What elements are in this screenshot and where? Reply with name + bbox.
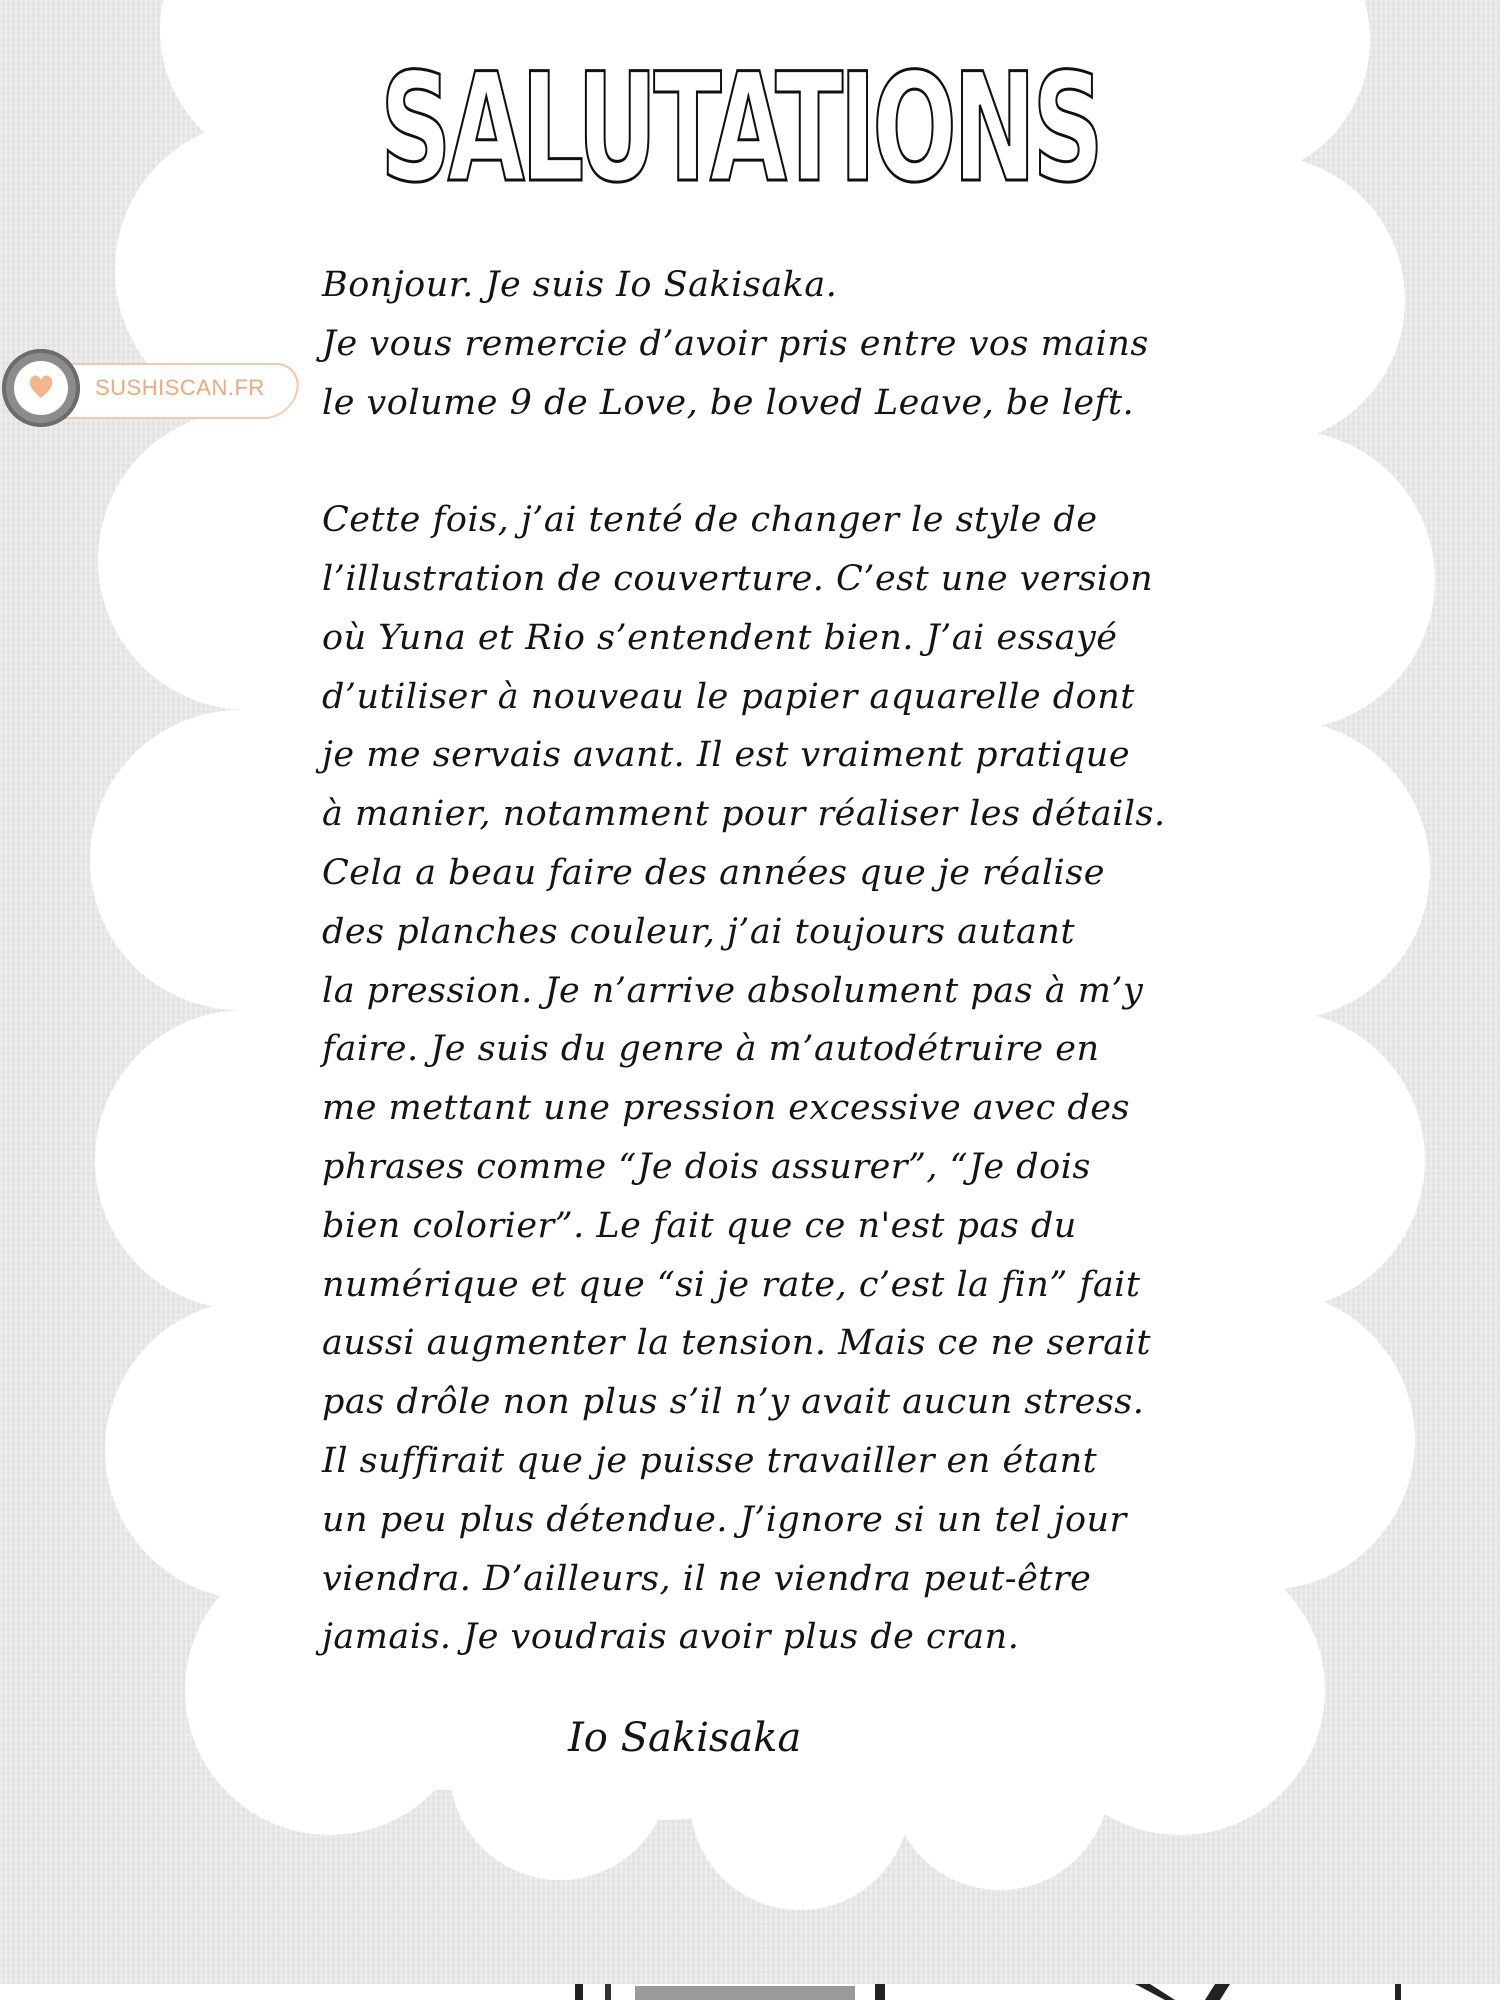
sushiscan-watermark[interactable] (0, 347, 300, 431)
title-text: SALUTATIONS (380, 42, 1100, 216)
text-line: Bonjour. Je suis Io Sakisaka. (322, 265, 838, 305)
paragraph-gap (322, 432, 1222, 491)
watermark-text: SUSHISCAN.FR (95, 375, 265, 400)
text-line: l’illustration de couverture. C’est une version (322, 558, 1154, 599)
page-title (370, 0, 1110, 215)
text-line: le volume 9 de Love, be loved Leave, be left. (322, 382, 1135, 423)
text-line: d’utiliser à nouveau le papier aquarelle dont (322, 676, 1135, 717)
text-line: Cela a beau faire des années que je réalise (322, 852, 1105, 893)
text-line: me mettant une pression excessive avec des (322, 1088, 1130, 1129)
text-line: à manier, notamment pour réaliser les détails. (322, 794, 1166, 835)
next-page-art (575, 1984, 1405, 2000)
text-line: viendra. D’ailleurs, il ne viendra peut-être (322, 1558, 1092, 1599)
letter-body (322, 256, 1222, 1667)
text-line: un peu plus détendue. J’ignore si un tel jour (322, 1499, 1127, 1540)
text-line: numérique et que “si je rate, c’est la fin” fait (322, 1264, 1141, 1305)
paragraph-main (322, 491, 1222, 1667)
author-signature: Io Sakisaka (568, 1715, 802, 1761)
paragraph-intro (322, 256, 1222, 432)
text-line: des planches couleur, j’ai toujours autant (322, 911, 1076, 952)
heart-icon (26, 371, 56, 401)
text-line: où Yuna et Rio s’entendent bien. J’ai essayé (322, 617, 1118, 658)
text-line: faire. Je suis du genre à m’autodétruire en (322, 1029, 1100, 1070)
text-line: phrases comme “Je dois assurer”, “Je dois (322, 1146, 1091, 1187)
text-line: aussi augmenter la tension. Mais ce ne serait (322, 1323, 1151, 1364)
text-line: Cette fois, j’ai tenté de changer le style de (322, 500, 1098, 541)
text-line: Il suffirait que je puisse travailler en étant (322, 1440, 1098, 1481)
text-line: la pression. Je n’arrive absolument pas à m’y (322, 970, 1144, 1011)
text-line: bien colorier”. Le fait que ce n'est pas du (322, 1205, 1077, 1246)
text-line: pas drôle non plus s’il n’y avait aucun stress. (322, 1382, 1145, 1423)
text-line: jamais. Je voudrais avoir plus de cran. (322, 1617, 1020, 1658)
text-line: je me servais avant. Il est vraiment pratique (322, 735, 1131, 776)
text-line: Je vous remercie d’avoir pris entre vos mains (322, 323, 1149, 364)
